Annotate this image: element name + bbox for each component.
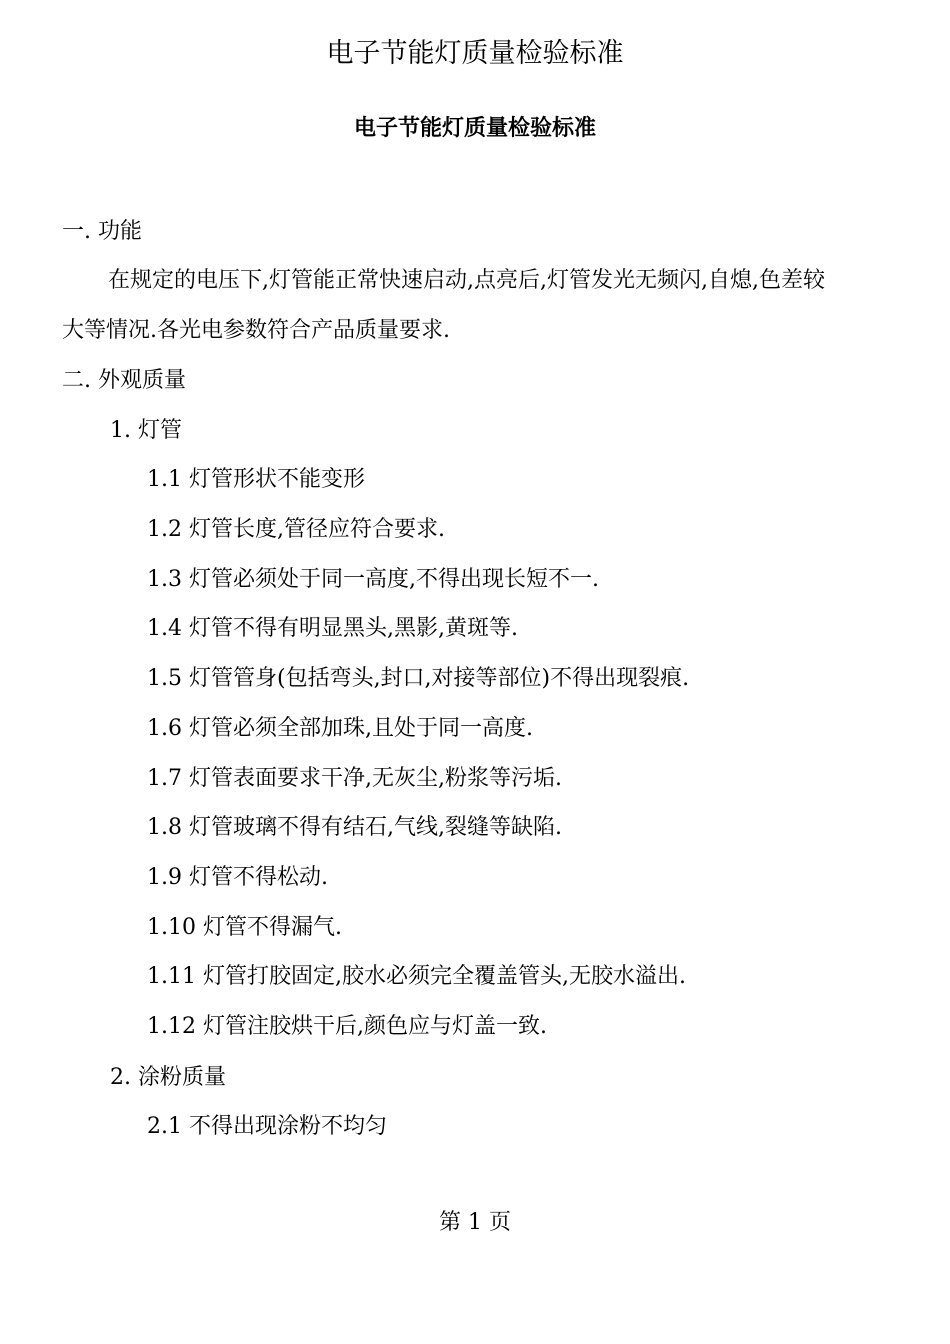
function-paragraph-line-2: 大等情况.各光电参数符合产品质量要求. <box>62 318 450 343</box>
list-item: 1.9 灯管不得松动. <box>147 865 328 890</box>
header-title: 电子节能灯质量检验标准 <box>326 38 624 69</box>
list-item: 1.2 灯管长度,管径应符合要求. <box>147 517 445 542</box>
subsection-heading-tube: 1. 灯管 <box>110 418 182 443</box>
list-item: 1.1 灯管形状不能变形 <box>147 467 365 492</box>
page-number: 第 1 页 <box>439 1210 511 1235</box>
section-heading-appearance: 二. 外观质量 <box>62 368 186 393</box>
list-item: 1.6 灯管必须全部加珠,且处于同一高度. <box>147 716 533 741</box>
list-item: 1.11 灯管打胶固定,胶水必须完全覆盖管头,无胶水溢出. <box>147 964 686 989</box>
section-heading-function: 一. 功能 <box>62 219 142 244</box>
list-item: 1.3 灯管必须处于同一高度,不得出现长短不一. <box>147 567 599 592</box>
function-paragraph-line-1: 在规定的电压下,灯管能正常快速启动,点亮后,灯管发光无频闪,自熄,色差较 <box>108 268 825 293</box>
list-item: 1.10 灯管不得漏气. <box>147 915 342 940</box>
list-item: 1.7 灯管表面要求干净,无灰尘,粉浆等污垢. <box>147 766 562 791</box>
subsection-heading-coating: 2. 涂粉质量 <box>110 1065 226 1090</box>
list-item: 1.4 灯管不得有明显黑头,黑影,黄斑等. <box>147 616 518 641</box>
list-item: 1.8 灯管玻璃不得有结石,气线,裂缝等缺陷. <box>147 815 562 840</box>
list-item: 1.12 灯管注胶烘干后,颜色应与灯盖一致. <box>147 1014 547 1039</box>
document-title: 电子节能灯质量检验标准 <box>353 115 596 141</box>
list-item: 2.1 不得出现涂粉不均匀 <box>147 1114 387 1139</box>
list-item: 1.5 灯管管身(包括弯头,封口,对接等部位)不得出现裂痕. <box>147 666 690 691</box>
